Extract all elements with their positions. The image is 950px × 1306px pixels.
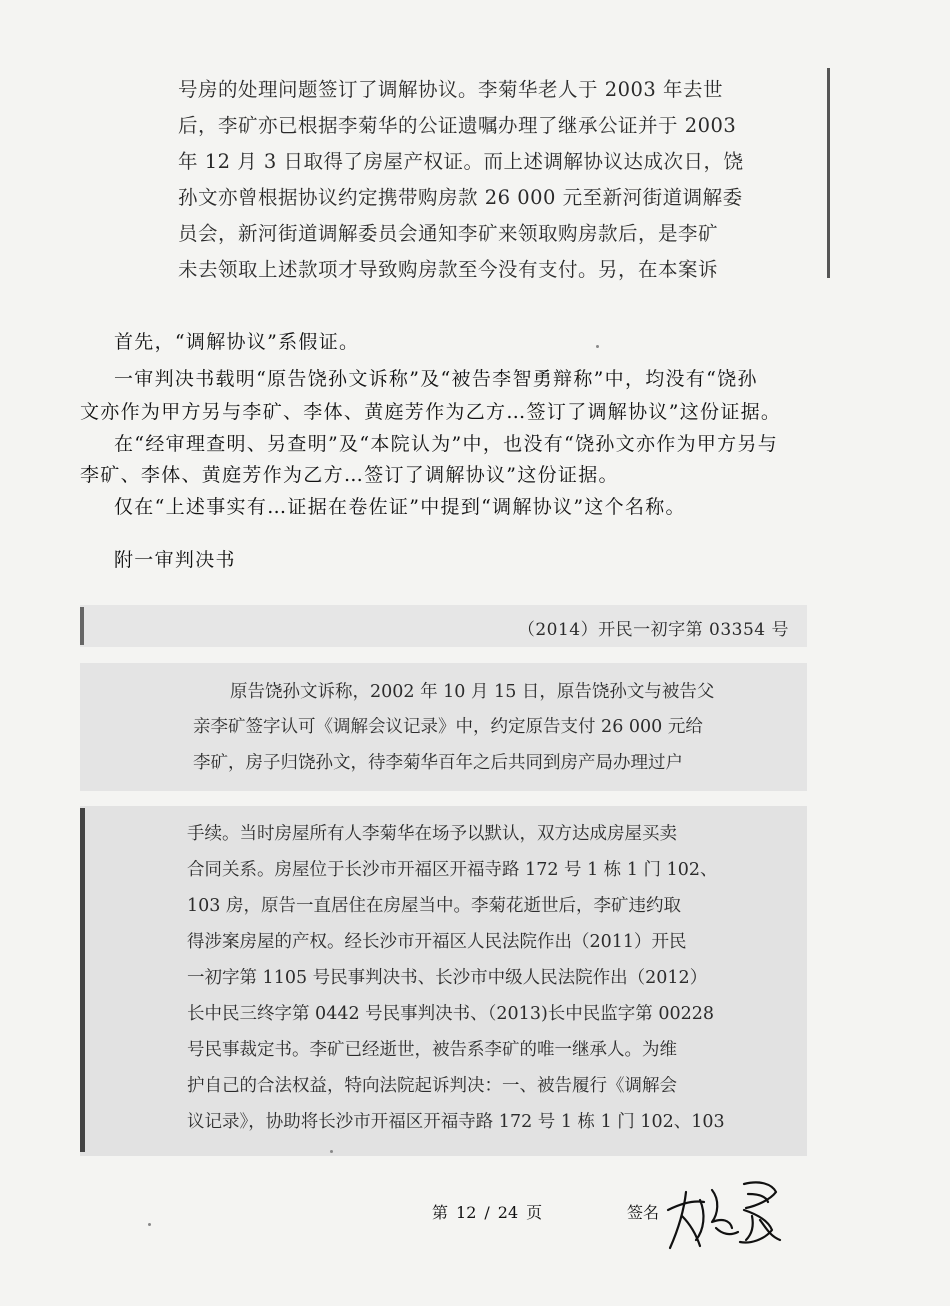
signature-label: 签名 — [627, 1203, 660, 1222]
scan-line: 合同关系。房屋位于长沙市开福区开福寺路 172 号 1 栋 1 门 102、 — [187, 860, 718, 880]
excerpt-line: 后，李矿亦已根据李菊华的公证遗嘱办理了继承公证并于 2003 — [178, 114, 737, 137]
excerpt-line: 未去领取上述款项才导致购房款至今没有支付。另，在本案诉 — [178, 258, 719, 281]
excerpt-line: 孙文亦曾根据协议约定携带购房款 26 000 元至新河街道调解委 — [178, 186, 743, 209]
quoted-excerpt — [150, 64, 830, 284]
strip-border — [80, 607, 84, 645]
scan-line: 103 房，原告一直居住在房屋当中。李菊花逝世后，李矿违约取 — [187, 896, 681, 916]
paragraph-line: 李矿、李体、黄庭芳作为乙方…签订了调解协议”这份证据。 — [80, 464, 619, 486]
excerpt-line: 员会，新河街道调解委员会通知李矿来领取购房款后，是李矿 — [178, 222, 719, 245]
page-prefix: 第 — [432, 1203, 449, 1222]
excerpt-line: 号房的处理问题签订了调解协议。李菊华老人于 2003 年去世 — [178, 78, 724, 101]
paragraph-line: 一审判决书载明“原告饶孙文诉称”及“被告李智勇辩称”中，均没有“饶孙 — [114, 368, 758, 390]
scan-line: 议记录》，协助将长沙市开福区开福寺路 172 号 1 栋 1 门 102、103 — [187, 1112, 725, 1132]
judgment-number-strip — [80, 605, 807, 647]
scan-speck — [148, 1223, 151, 1226]
scan-line: 亲李矿签字认可《调解会议记录》中，约定原告支付 26 000 元给 — [193, 717, 703, 737]
paragraph-line: 文亦作为甲方另与李矿、李体、黄庭芳作为乙方…签订了调解协议”这份证据。 — [80, 401, 782, 423]
judgment-number: （2014）开民一初字第 03354 号 — [517, 620, 789, 640]
paragraph-line: 仅在“上述事实有…证据在卷佐证”中提到“调解协议”这个名称。 — [114, 496, 686, 518]
paragraph-line: 在“经审理查明、另查明”及“本院认为”中，也没有“饶孙文亦作为甲方另与 — [114, 433, 779, 455]
scan-line: 号民事裁定书。李矿已经逝世，被告系李矿的唯一继承人。为维 — [187, 1040, 677, 1060]
scan-border — [80, 808, 85, 1152]
page-total: 24 — [497, 1203, 519, 1222]
scan-line: 手续。当时房屋所有人李菊华在场予以默认，双方达成房屋买卖 — [187, 824, 677, 844]
scan-line: 得涉案房屋的产权。经长沙市开福区人民法院作出（2011）开民 — [187, 932, 687, 952]
excerpt-border — [827, 68, 830, 278]
page-separator: / — [484, 1203, 490, 1222]
scan-speck — [330, 1150, 333, 1153]
handwritten-signature-icon — [660, 1170, 790, 1260]
scan-line: 长中民三终字第 0442 号民事判决书、（2013)长中民监字第 00228 — [187, 1004, 715, 1024]
excerpt-line: 年 12 月 3 日取得了房屋产权证。而上述调解协议达成次日，饶 — [178, 150, 744, 173]
scan-line: 一初字第 1105 号民事判决书、长沙市中级人民法院作出（2012） — [187, 968, 708, 988]
scanned-excerpt-1 — [80, 663, 807, 791]
attachment-heading: 附一审判决书 — [114, 549, 236, 571]
scan-line: 李矿，房子归饶孙文，待李菊华百年之后共同到房产局办理过户 — [193, 753, 683, 773]
scan-speck — [596, 345, 599, 348]
page-suffix: 页 — [526, 1203, 543, 1222]
page-current: 12 — [456, 1203, 477, 1222]
scan-line: 护自己的合法权益，特向法院起诉判决：一、被告履行《调解会 — [187, 1076, 677, 1096]
scan-line: 原告饶孙文诉称，2002 年 10 月 15 日，原告饶孙文与被告父 — [230, 682, 715, 702]
scanned-excerpt-2 — [80, 806, 807, 1156]
paragraph-claim: 首先，“调解协议”系假证。 — [114, 331, 360, 353]
page-number — [428, 1200, 546, 1223]
